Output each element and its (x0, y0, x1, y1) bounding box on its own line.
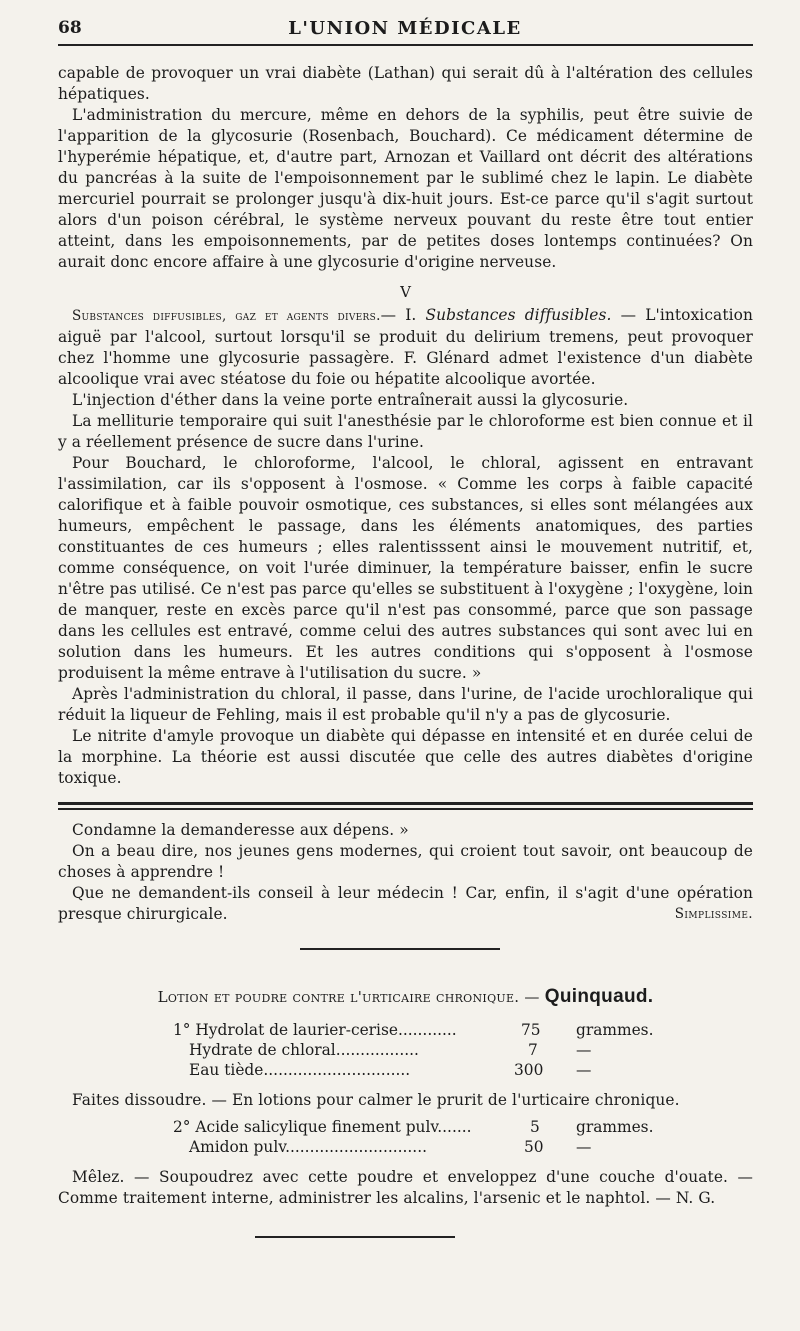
ingredient-row (58, 1020, 753, 1040)
paragraph: capable de provoquer un vrai diabète (Lathan) qui serait dû à l'altération des cellules hépatiques. (58, 64, 753, 103)
section-heading: Substances diffusibles, gaz et agents divers. (72, 308, 381, 324)
ingredient-name: 2° Acide salicylique finement pulv....... (173, 1118, 472, 1136)
ingredient-name: Hydrate de chloral................. (189, 1041, 419, 1059)
paragraph: La melliturie temporaire qui suit l'anesthésie par le chloroforme est bien connue et il y a réellement présence de sucre dans l'urine. (58, 412, 753, 451)
signature: Simplissime. (674, 906, 753, 922)
ingredient-unit: — (576, 1138, 592, 1156)
formula-block (58, 986, 753, 1209)
header-rule (58, 44, 753, 46)
subsection-title: Substances diffusibles. (425, 306, 612, 324)
paragraph (58, 305, 753, 390)
paragraph: Pour Bouchard, le chloroforme, l'alcool, le chloral, agissent en entravant l'assimilation, car ils s'opposent à l'osmose. « Comme les corps à faible capacité calorifique et à faible pouvoir osmotique, ces substances, si elles sont mélangées aux humeurs, empêchent le passage, dans les éléments anatomiques, des parties constituantes de ces humeurs ; elles ralentisssent ainsi le mouvement nutritif, et, comme conséquence, on voit l'urée diminuer, la température baisser, enfin le sucre n'être pas utilisé. Ce n'est pas parce qu'elles se substituent à l'oxygène ; l'oxygène, loin de manquer, reste en excès parce qu'il n'est pas consommé, parce que son passage dans les cellules est entravé, comme celui des autres substances qui sont avec lui en solution dans les humeurs. Et les autres conditions qui s'opposent à l'osmose produisent la même entrave à l'utilisation du sucre. » (58, 454, 753, 682)
separator-rule (300, 948, 500, 950)
running-header (58, 18, 752, 44)
ingredient-row (58, 1040, 753, 1060)
ingredient-qty: 300 (514, 1061, 544, 1079)
ingredient-qty: 75 (521, 1021, 541, 1039)
section-numeral: V (400, 283, 411, 301)
feuilleton-body (58, 820, 753, 925)
paragraph: Le nitrite d'amyle provoque un diabète qui dépasse en intensité et en durée celui de la morphine. La théorie est aussi discutée que celle des autres diabètes d'origine toxique. (58, 727, 753, 787)
ingredient-unit: grammes. (576, 1118, 654, 1136)
article-body (58, 63, 753, 789)
journal-title: L'UNION MÉDICALE (288, 18, 522, 39)
ingredient-qty: 50 (524, 1138, 544, 1156)
heading-dash: — I. (380, 306, 426, 324)
ingredient-unit: grammes. (576, 1021, 654, 1039)
paragraph (58, 883, 753, 925)
section-double-rule (58, 802, 753, 810)
ingredient-row (58, 1060, 753, 1080)
end-rule (255, 1236, 455, 1238)
ingredient-name: 1° Hydrolat de laurier-cerise............ (173, 1021, 457, 1039)
paragraph: Condamne la demanderesse aux dépens. » (72, 821, 409, 839)
formula-heading: Lotion et poudre contre l'urticaire chronique. — (157, 988, 545, 1006)
ingredient-row (58, 1117, 753, 1137)
paragraph-text: — L'intoxication aiguë par l'alcool, surtout lorsqu'il se produit du delirium tremens, peut provoquer chez l'homme une glycosurie passagère. F. Glénard admet l'existence d'un diabète alcoolique vrai avec stéatose du foie ou hépatite alcoolique avortée. (58, 306, 754, 388)
closing-instruction: Mêlez. — Soupoudrez avec cette poudre et enveloppez d'une couche d'ouate. — Comme traitement interne, administrer les alcalins, l'arsenic et le naphtol. — N. G. (58, 1168, 753, 1207)
ingredient-name: Eau tiède.............................. (189, 1061, 411, 1079)
ingredient-name: Amidon pulv............................. (189, 1138, 427, 1156)
formula-author: Quinquaud. (544, 986, 654, 1007)
paragraph: On a beau dire, nos jeunes gens modernes, qui croient tout savoir, ont beaucoup de choses à apprendre ! (58, 842, 753, 881)
ingredient-qty: 7 (528, 1041, 538, 1059)
paragraph: Après l'administration du chloral, il passe, dans l'urine, de l'acide urochloralique qui réduit la liqueur de Fehling, mais il est probable qu'il n'y a pas de glycosurie. (58, 685, 753, 724)
paragraph-text: Que ne demandent-ils conseil à leur médecin ! Car, enfin, il s'agit d'une opération presque chirurgicale. (58, 884, 753, 923)
paragraph: L'injection d'éther dans la veine porte entraînerait aussi la glycosurie. (72, 391, 629, 409)
paragraph: L'administration du mercure, même en dehors de la syphilis, peut être suivie de l'apparition de la glycosurie (Rosenbach, Bouchard). Ce médicament détermine de l'hyperémie hépatique, et, d'autre part, Arnozan et Vaillard ont décrit des altérations du pancréas à la suite de l'empoisonnement par le sublimé chez le lapin. Le diabète mercuriel pourrait se prolonger jusqu'à dix-huit jours. Est-ce parce qu'il s'agit surtout alors d'un poison cérébral, le système nerveux pouvant du reste être tout entier atteint, dans les empoisonnements, par de petites doses lontemps continuées? On aurait donc encore affaire à une glycosurie d'origine nerveuse. (58, 106, 753, 271)
ingredient-unit: — (576, 1041, 592, 1059)
page-number: 68 (58, 18, 82, 38)
formula-title (58, 986, 753, 1008)
instruction: Faites dissoudre. — En lotions pour calmer le prurit de l'urticaire chronique. (72, 1091, 680, 1109)
ingredient-unit: — (576, 1061, 592, 1079)
ingredient-row (58, 1137, 753, 1157)
ingredient-qty: 5 (530, 1118, 540, 1136)
